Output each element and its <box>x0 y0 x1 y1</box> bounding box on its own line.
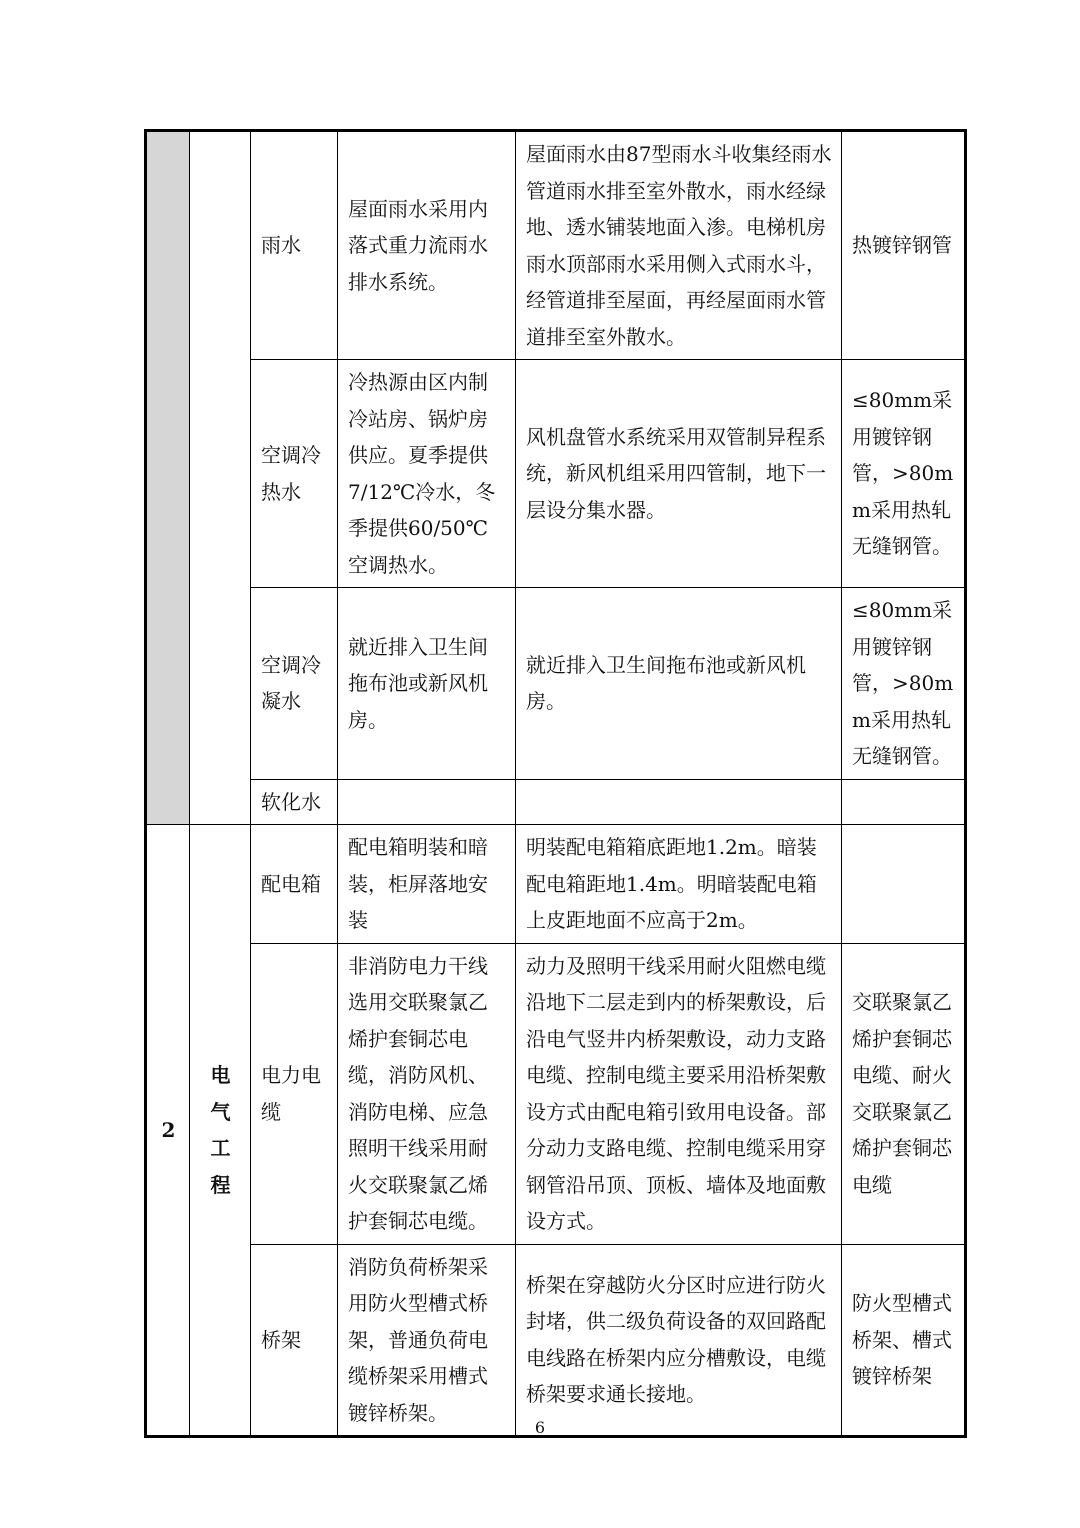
item-description: 就近排入卫生间拖布池或新风机房。 <box>516 588 842 780</box>
item-name: 电力电缆 <box>251 943 338 1244</box>
item-name: 空调冷热水 <box>251 360 338 588</box>
item-name: 空调冷凝水 <box>251 588 338 780</box>
item-name: 配电箱 <box>251 825 338 944</box>
table-row <box>146 131 966 360</box>
section-category <box>190 825 251 1437</box>
item-material: 防火型槽式桥架、槽式镀锌桥架 <box>842 1244 966 1437</box>
item-description <box>516 779 842 825</box>
item-material <box>842 779 966 825</box>
item-material: ≤80mm采用镀锌钢管，>80mm采用热轧无缝钢管。 <box>842 360 966 588</box>
item-description: 明装配电箱箱底距地1.2m。暗装配电箱距地1.4m。明暗装配电箱上皮距地面不应高于2m。 <box>516 825 842 944</box>
table-row <box>146 1244 966 1437</box>
item-system: 配电箱明装和暗装，柜屏落地安装 <box>338 825 516 944</box>
item-system: 屋面雨水采用内落式重力流雨水排水系统。 <box>338 131 516 360</box>
section-number: 2 <box>146 825 190 1437</box>
table-row <box>146 360 966 588</box>
item-name: 桥架 <box>251 1244 338 1437</box>
item-description: 动力及照明干线采用耐火阻燃电缆沿地下二层走到内的桥架敷设，后沿电气竖井内桥架敷设，动力支路电缆、控制电缆主要采用沿桥架敷设方式由配电箱引致用电设备。部分动力支路电缆、控制电缆采用穿钢管沿吊顶、顶板、墙体及地面敷设方式。 <box>516 943 842 1244</box>
item-material: 交联聚氯乙烯护套铜芯电缆、耐火交联聚氯乙烯护套铜芯电缆 <box>842 943 966 1244</box>
item-system: 消防负荷桥架采用防火型槽式桥架，普通负荷电缆桥架采用槽式镀锌桥架。 <box>338 1244 516 1437</box>
page-number: 6 <box>534 1418 546 1437</box>
item-material <box>842 825 966 944</box>
table-row <box>146 943 966 1244</box>
table-row <box>146 588 966 780</box>
item-system: 冷热源由区内制冷站房、锅炉房供应。夏季提供7/12℃冷水，冬季提供60/50℃空调热水。 <box>338 360 516 588</box>
section-category-label: 电气工程 <box>210 1063 231 1197</box>
item-name: 软化水 <box>251 779 338 825</box>
section-category-cell <box>190 131 251 825</box>
section-number-cell <box>146 131 190 825</box>
table-row <box>146 825 966 944</box>
item-description: 桥架在穿越防火分区时应进行防火封堵，供二级负荷设备的双回路配电线路在桥架内应分槽敷设，电缆桥架要求通长接地。 <box>516 1244 842 1437</box>
item-system: 就近排入卫生间拖布池或新风机房。 <box>338 588 516 780</box>
item-system <box>338 779 516 825</box>
item-description: 屋面雨水由87型雨水斗收集经雨水管道雨水排至室外散水，雨水经绿地、透水铺装地面入渗。电梯机房雨水顶部雨水采用侧入式雨水斗，经管道排至屋面，再经屋面雨水管道排至室外散水。 <box>516 131 842 360</box>
item-name: 雨水 <box>251 131 338 360</box>
table-row <box>146 779 966 825</box>
item-material: ≤80mm采用镀锌钢管，>80mm采用热轧无缝钢管。 <box>842 588 966 780</box>
item-description: 风机盘管水系统采用双管制异程系统，新风机组采用四管制，地下一层设分集水器。 <box>516 360 842 588</box>
item-system: 非消防电力干线选用交联聚氯乙烯护套铜芯电缆，消防风机、消防电梯、应急照明干线采用耐火交联聚氯乙烯护套铜芯电缆。 <box>338 943 516 1244</box>
item-material: 热镀锌钢管 <box>842 131 966 360</box>
spec-table <box>144 129 967 1438</box>
